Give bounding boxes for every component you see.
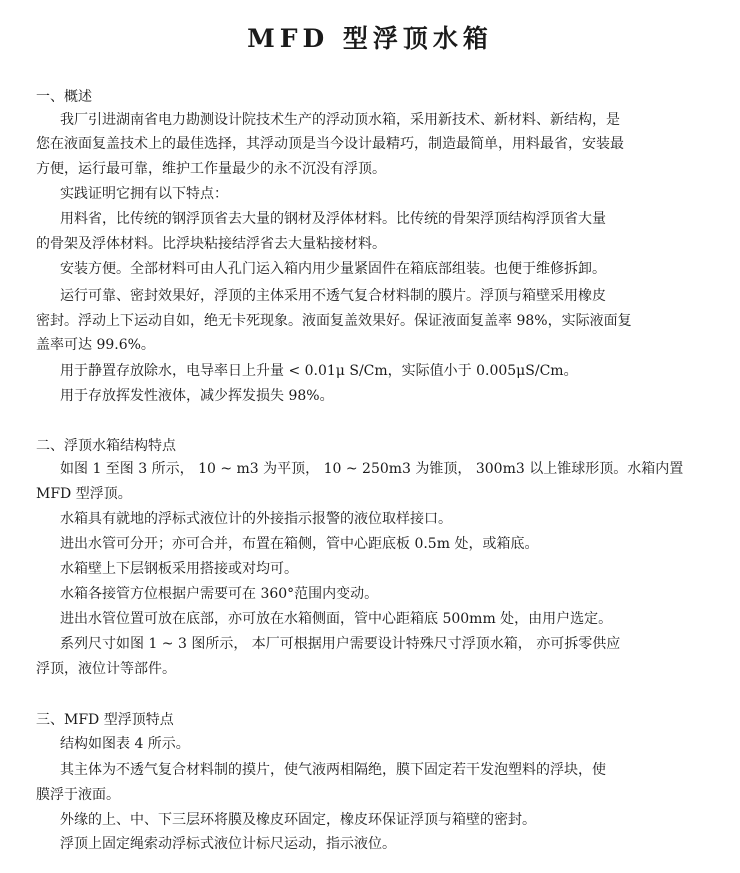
paragraph-line: 方便，运行最可靠，维护工作量最少的永不沉没有浮顶。 bbox=[36, 161, 386, 177]
section-heading: 二、浮顶水箱结构特点 bbox=[36, 438, 176, 454]
paragraph-line: 浮顶上固定绳索动浮标式液位计标尺运动，指示液位。 bbox=[60, 836, 396, 852]
paragraph-line: 结构如图表 4 所示。 bbox=[60, 736, 190, 752]
section-heading: 一、概述 bbox=[36, 89, 92, 105]
paragraph-line: 用于存放挥发性液体，减少挥发损失 98%。 bbox=[60, 388, 334, 404]
paragraph-line: 水箱具有就地的浮标式液位计的外接指示报警的液位取样接口。 bbox=[60, 511, 452, 527]
paragraph-line: 进出水管位置可放在底部，亦可放在水箱侧面，管中心距箱底 500mm 处，由用户选定。 bbox=[60, 611, 613, 627]
paragraph-line: MFD 型浮顶。 bbox=[36, 486, 132, 502]
paragraph-line: 安装方便。全部材料可由人孔门运入箱内用少量紧固件在箱底部组装。也便于维修拆卸。 bbox=[60, 261, 606, 277]
paragraph-line: 密封。浮动上下运动自如，绝无卡死现象。液面复盖效果好。保证液面复盖率 98%，实际液面复 bbox=[36, 313, 632, 329]
section-heading: 三、MFD 型浮顶特点 bbox=[36, 712, 174, 728]
paragraph-line: 您在液面复盖技术上的最佳选择，其浮动顶是当今设计最精巧，制造最简单，用料最省，安装最 bbox=[36, 136, 624, 152]
page-title: MFD 型浮顶水箱 bbox=[247, 24, 493, 53]
paragraph-line: 膜浮于液面。 bbox=[36, 787, 120, 803]
paragraph-line: 盖率可达 99.6%。 bbox=[36, 337, 155, 353]
paragraph-line: 进出水管可分开；亦可合并，布置在箱侧，管中心距底板 0.5m 处，或箱底。 bbox=[60, 536, 539, 552]
paragraph-line: 浮顶，液位计等部件。 bbox=[36, 661, 176, 677]
paragraph-line: 其主体为不透气复合材料制的摸片，使气液两相隔绝，膜下固定若干发泡塑料的浮块，使 bbox=[60, 762, 606, 778]
paragraph-line: 水箱各接管方位根据户需要可在 360°范围内变动。 bbox=[60, 586, 379, 602]
paragraph-line: 如图 1 至图 3 所示， 10 ~ m3 为平顶， 10 ~ 250m3 为锥顶， 300m3 以上锥球形顶。水箱内置 bbox=[60, 461, 684, 477]
paragraph-line: 用料省，比传统的钢浮顶省去大量的钢材及浮体材料。比传统的骨架浮顶结构浮顶省大量 bbox=[60, 211, 606, 227]
paragraph-line: 外缘的上、中、下三层环将膜及橡皮环固定，橡皮环保证浮顶与箱壁的密封。 bbox=[60, 812, 536, 828]
paragraph-line: 系列尺寸如图 1 ~ 3 图所示， 本厂可根据用户需要设计特殊尺寸浮顶水箱， 亦可拆零供应 bbox=[60, 636, 621, 652]
paragraph-line: 我厂引进湖南省电力勘测设计院技术生产的浮动顶水箱，采用新技术、新材料、新结构，是 bbox=[60, 112, 620, 128]
paragraph-line: 运行可靠、密封效果好，浮顶的主体采用不透气复合材料制的膜片。浮顶与箱壁采用橡皮 bbox=[60, 288, 606, 304]
paragraph-line: 的骨架及浮体材料。比浮块粘接结浮省去大量粘接材料。 bbox=[36, 236, 386, 252]
paragraph-line: 实践证明它拥有以下特点： bbox=[60, 186, 228, 202]
paragraph-line: 用于静置存放除水，电导率日上升量 < 0.01μ S/Cm，实际值小于 0.005μS/Cm。 bbox=[60, 363, 578, 379]
paragraph-line: 水箱壁上下层钢板采用搭接或对均可。 bbox=[60, 561, 298, 577]
